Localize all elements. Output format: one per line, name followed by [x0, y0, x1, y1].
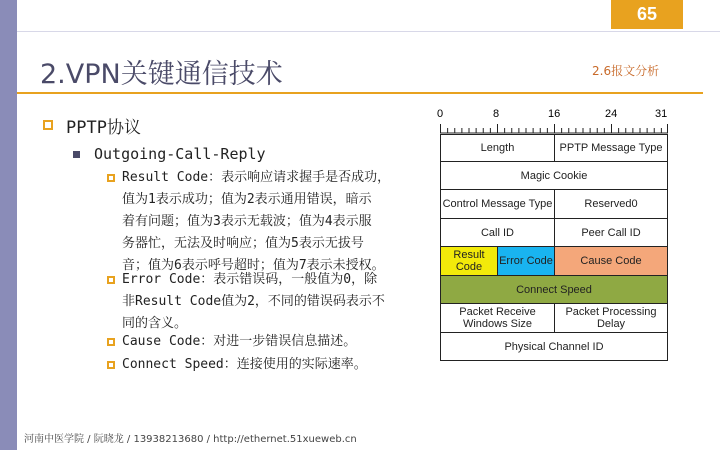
tick-label: 31: [655, 108, 668, 120]
field-result-code: Result Code: [440, 247, 498, 276]
result-code-text: [122, 167, 390, 277]
tick-label: 0: [437, 108, 444, 120]
cause-code-text: [122, 331, 356, 353]
text-line: 务器忙，无法及时响应；值为5表示无拔号: [122, 236, 364, 251]
field-error-code: Error Code: [498, 247, 555, 276]
bullet-level2: Outgoing-Call-Reply: [94, 145, 266, 163]
connect-speed-text: [122, 354, 367, 376]
row-packet: [440, 304, 668, 333]
text-line: 值为1表示成功；值为2表示通用错误，暗示: [122, 192, 372, 207]
field-pptp-message-type: PPTP Message Type: [555, 134, 668, 162]
row-control-message: [440, 190, 668, 219]
bullet-icon: [107, 276, 115, 284]
bullet-icon: [107, 338, 115, 346]
section-tag: 2.6报文分析: [592, 64, 660, 78]
bullet-icon: [73, 151, 80, 158]
bullet-icon: [43, 120, 53, 130]
field-connect-speed: Connect Speed: [440, 276, 668, 304]
field-packet-processing-delay: Packet Processing Delay: [555, 304, 668, 333]
row-connect-speed: [440, 276, 668, 304]
field-peer-call-id: Peer Call ID: [555, 219, 668, 247]
text-line: Cause Code：对进一步错误信息描述。: [122, 334, 357, 349]
page-number: 65: [611, 0, 683, 29]
text-line: 音；值为6表示呼号超时；值为7表示未授权。: [122, 258, 385, 273]
footer-text: 河南中医学院 / 阮晓龙 / 13938213680 / http://ethernet.51xueweb.cn: [24, 434, 357, 445]
row-physical-channel: [440, 333, 668, 361]
field-magic-cookie: Magic Cookie: [440, 162, 668, 190]
row-codes: [440, 247, 668, 276]
left-decor-bar: [0, 0, 17, 450]
row-call-id: [440, 219, 668, 247]
text-line: Error Code：表示错误码，一般值为0，除: [122, 272, 378, 287]
title-underline: [17, 92, 703, 94]
field-packet-receive-window: Packet Receive Windows Size: [440, 304, 555, 333]
text-line: 着有问题；值为3表示无载波；值为4表示服: [122, 214, 372, 229]
bit-ruler: [440, 122, 668, 134]
field-cause-code: Cause Code: [555, 247, 668, 276]
text-line: Connect Speed：连接使用的实际速率。: [122, 357, 367, 372]
tick-label: 16: [548, 108, 561, 120]
tick-label: 8: [493, 108, 500, 120]
text-line: 非Result Code值为2，不同的错误码表示不: [122, 294, 385, 309]
field-reserved0: Reserved0: [555, 190, 668, 219]
field-length: Length: [440, 134, 555, 162]
bullet-icon: [107, 361, 115, 369]
top-divider: [17, 31, 720, 32]
row-length: [440, 134, 668, 162]
text-line: 同的含义。: [122, 316, 188, 331]
row-magic-cookie: [440, 162, 668, 190]
tick-label: 24: [605, 108, 618, 120]
bullet-icon: [107, 174, 115, 182]
text-line: Result Code：表示响应请求握手是否成功，: [122, 170, 391, 185]
field-physical-channel-id: Physical Channel ID: [440, 333, 668, 361]
field-call-id: Call ID: [440, 219, 555, 247]
field-control-message-type: Control Message Type: [440, 190, 555, 219]
bullet-level1: PPTP协议: [66, 118, 141, 138]
packet-diagram: [437, 108, 668, 368]
error-code-text: [122, 269, 385, 335]
slide-title: 2.VPN关键通信技术: [40, 59, 283, 90]
